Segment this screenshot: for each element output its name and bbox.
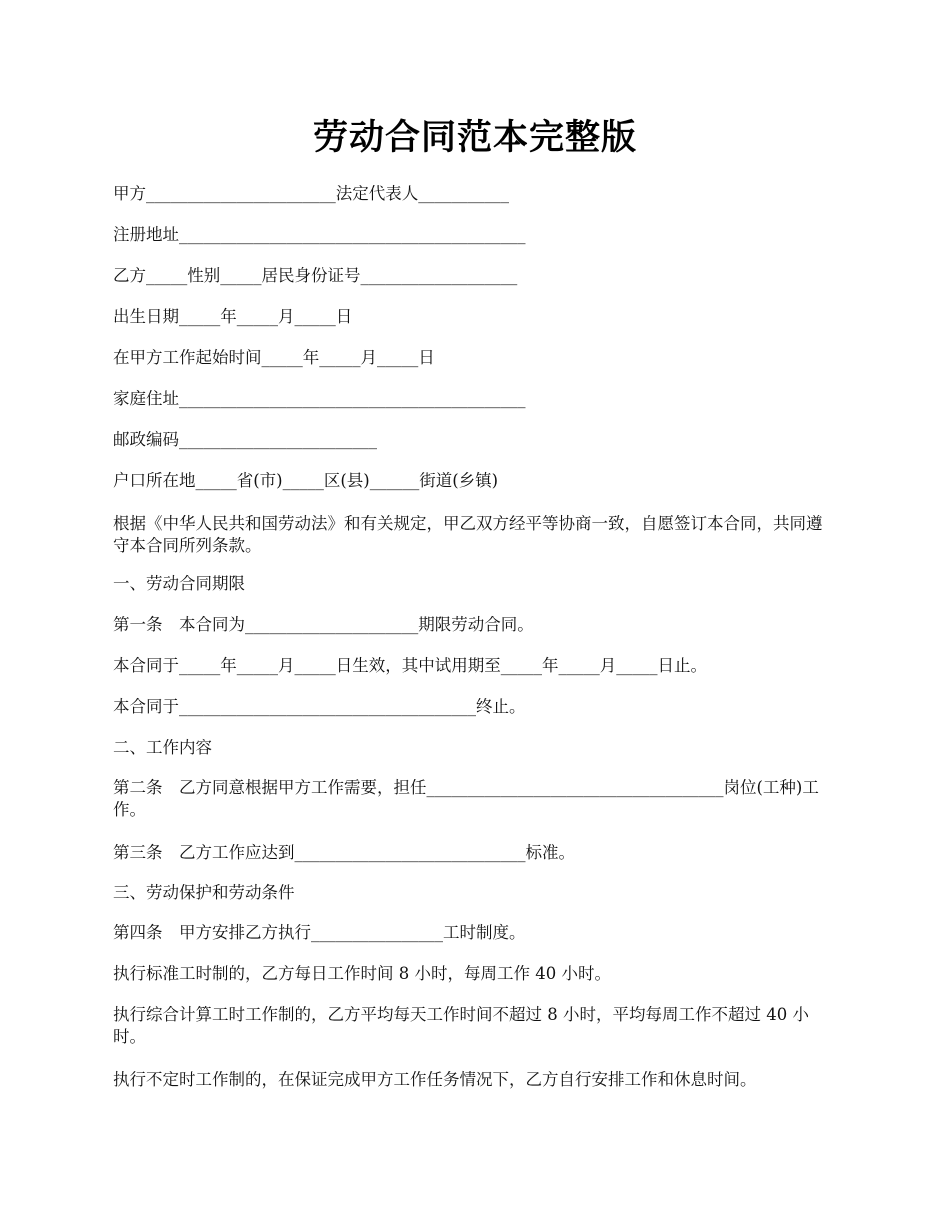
article-3: 第三条 乙方工作应达到____________________________标准。: [113, 843, 575, 862]
standard-hours-line: 执行标准工时制的，乙方每日工作时间 8 小时，每周工作 40 小时。: [113, 964, 611, 983]
section-heading-labor-protection: 三、劳动保护和劳动条件: [113, 883, 295, 902]
effective-date-line: 本合同于_____年_____月_____日生效，其中试用期至_____年_____月_____日止。: [113, 656, 707, 675]
termination-line: 本合同于____________________________________终止。: [113, 697, 526, 716]
household-registration-line: 户口所在地_____省(市)_____区(县)______街道(乡镇): [113, 471, 499, 490]
preamble-paragraph: 根据《中华人民共和国劳动法》和有关规定，甲乙双方经平等协商一致，自愿签订本合同，共同遵守本合同所列条款。: [113, 514, 823, 555]
party-a-line: 甲方_______________________法定代表人___________: [113, 184, 509, 203]
article-1: 第一条 本合同为_____________________期限劳动合同。: [113, 615, 534, 634]
section-heading-term: 一、劳动合同期限: [113, 574, 245, 593]
comprehensive-hours-paragraph: 执行综合计算工时工作制的，乙方平均每天工作时间不超过 8 小时，平均每周工作不超过 40 小时。: [113, 1005, 809, 1046]
home-address-line: 家庭住址__________________________________________: [113, 389, 526, 408]
registered-address-line: 注册地址__________________________________________: [113, 225, 526, 244]
birth-date-line: 出生日期_____年_____月_____日: [113, 307, 353, 326]
document-title: 劳动合同范本完整版: [312, 117, 637, 158]
postal-code-line: 邮政编码________________________: [113, 430, 377, 449]
article-2: 第二条 乙方同意根据甲方工作需要，担任____________________________________岗位(工种)工作。: [113, 778, 819, 819]
start-date-line: 在甲方工作起始时间_____年_____月_____日: [113, 348, 435, 367]
article-4: 第四条 甲方安排乙方执行________________工时制度。: [113, 923, 526, 942]
flexible-hours-line: 执行不定时工作制的，在保证完成甲方工作任务情况下，乙方自行安排工作和休息时间。: [113, 1070, 757, 1089]
section-heading-work-content: 二、工作内容: [113, 738, 212, 757]
party-b-line: 乙方_____性别_____居民身份证号___________________: [113, 266, 518, 285]
